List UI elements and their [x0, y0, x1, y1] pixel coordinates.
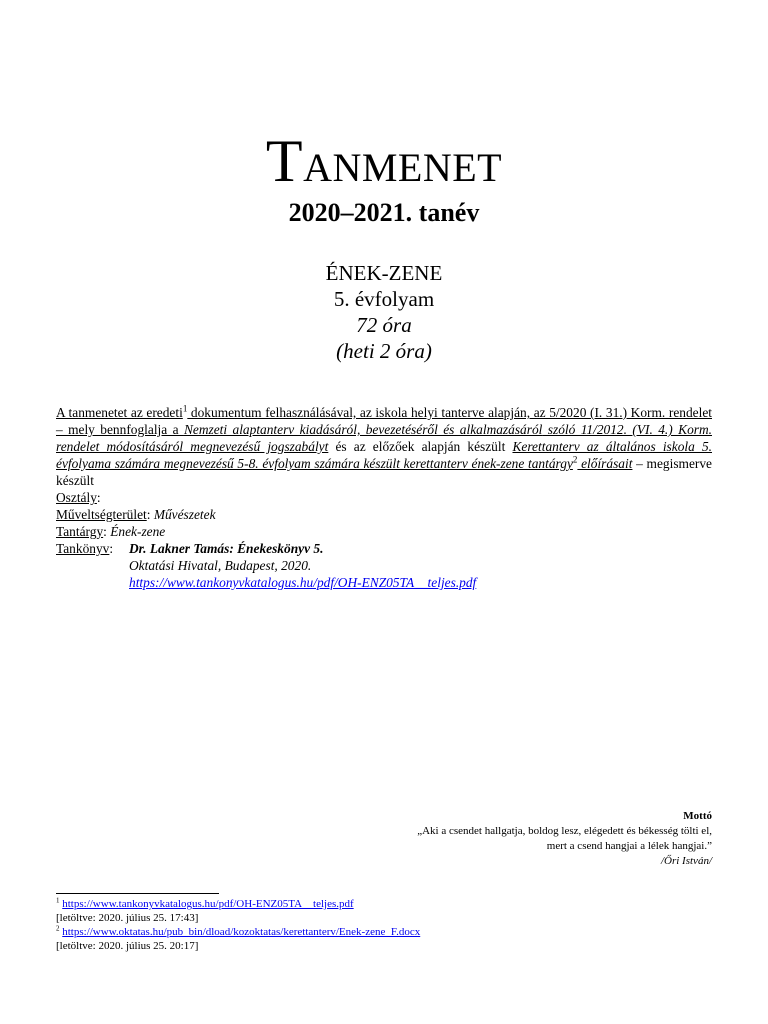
motto-line-2: mert a csend hangjai a lélek hangjai.” — [546, 840, 712, 852]
school-year: 2020–2021. tanév — [288, 198, 480, 227]
tankonyv-title: Dr. Lakner Tamás: Énekeskönyv 5. — [129, 541, 324, 556]
subject-name: ÉNEK-ZENE — [325, 261, 443, 285]
intro-part-1: A tanmenetet az eredeti — [56, 405, 183, 420]
footnote-1 — [56, 897, 716, 911]
muveltsegterulet-value: Művészetek — [153, 507, 216, 522]
footnote-ref-2[interactable]: 2 — [572, 454, 578, 465]
footnote-separator — [56, 893, 219, 894]
intro-paragraph — [56, 404, 712, 489]
intro-part-4: szóló 11/2012. (VI. 4.) Korm. rendelet módosításáról megnevezésű jogszabályt — [56, 422, 712, 454]
hours: 72 óra — [356, 313, 412, 337]
tankonyv-link[interactable]: https://www.tankonyvkatalogus.hu/pdf/OH-ENZ05TA__teljes.pdf — [129, 575, 477, 590]
tankonyv-details — [129, 540, 476, 591]
tankonyv-colon: : — [109, 541, 114, 556]
tantargy-value: Ének-zene — [110, 524, 166, 539]
osztaly-label: Osztály — [56, 490, 97, 505]
footnote-1-number: 1 — [56, 896, 60, 905]
tankonyv-label: Tankönyv — [56, 541, 110, 556]
muveltsegterulet-colon: : — [146, 507, 154, 522]
footnote-2-number: 2 — [56, 924, 60, 933]
intro-part-8: – megismerve készült — [56, 456, 712, 488]
motto-line-1: „Aki a csendet hallgatja, boldog lesz, elégedett és békesség tölti el, — [417, 825, 712, 837]
intro-part-5: és az előzőek alapján készült — [328, 439, 513, 454]
intro-part-2: dokumentum felhasználásával, az iskola helyi tanterve alapján, az 5/2020 (I. 31.) Korm. rendelet – mely bennfoglalja a — [56, 405, 712, 437]
footnote-1-link[interactable]: https://www.tankonyvkatalogus.hu/pdf/OH-ENZ05TA__teljes.pdf — [62, 898, 354, 910]
tantargy-colon: : — [103, 524, 111, 539]
intro-part-6: Kerettanterv az általános iskola 5. évfolyama számára megnevezésű 5-8. évfolyam számára készült kerettanterv ének-zene tantárgy — [56, 439, 712, 471]
footnotes — [56, 897, 716, 953]
field-osztaly — [56, 489, 712, 506]
footnote-2-note: [letöltve: 2020. július 25. 20:17] — [56, 940, 199, 952]
motto-author: /Őri István/ — [660, 855, 712, 867]
title-rest: ANMENET — [303, 145, 503, 190]
footnote-2-link[interactable]: https://www.oktatas.hu/pub_bin/dload/kozoktatas/kerettanterv/Enek-zene_F.docx — [62, 926, 421, 938]
motto — [292, 809, 712, 869]
weekly-hours: (heti 2 óra) — [336, 339, 432, 363]
tankonyv-publisher: Oktatási Hivatal, Budapest, 2020. — [129, 558, 312, 573]
motto-heading: Mottó — [683, 810, 712, 822]
title-initial: T — [265, 128, 304, 194]
subject-block — [0, 260, 768, 364]
body-text — [56, 404, 712, 591]
intro-part-3: Nemzeti alaptanterv kiadásáról, bevezetéséről és alkalmazásáról — [183, 422, 543, 437]
tantargy-label: Tantárgy — [56, 524, 104, 539]
footnote-1-note: [letöltve: 2020. július 25. 17:43] — [56, 912, 199, 924]
field-tankonyv — [56, 540, 712, 591]
field-muveltsegterulet — [56, 506, 712, 523]
field-tantargy — [56, 523, 712, 540]
intro-part-7: előírásait — [577, 456, 633, 471]
muveltsegterulet-label: Műveltségterület — [56, 507, 147, 522]
footnote-ref-1[interactable]: 1 — [182, 403, 188, 414]
tankonyv-label-wrap — [56, 540, 129, 591]
grade: 5. évfolyam — [333, 287, 435, 311]
document-title — [0, 128, 768, 198]
footnote-2 — [56, 925, 716, 939]
osztaly-colon: : — [96, 490, 101, 505]
